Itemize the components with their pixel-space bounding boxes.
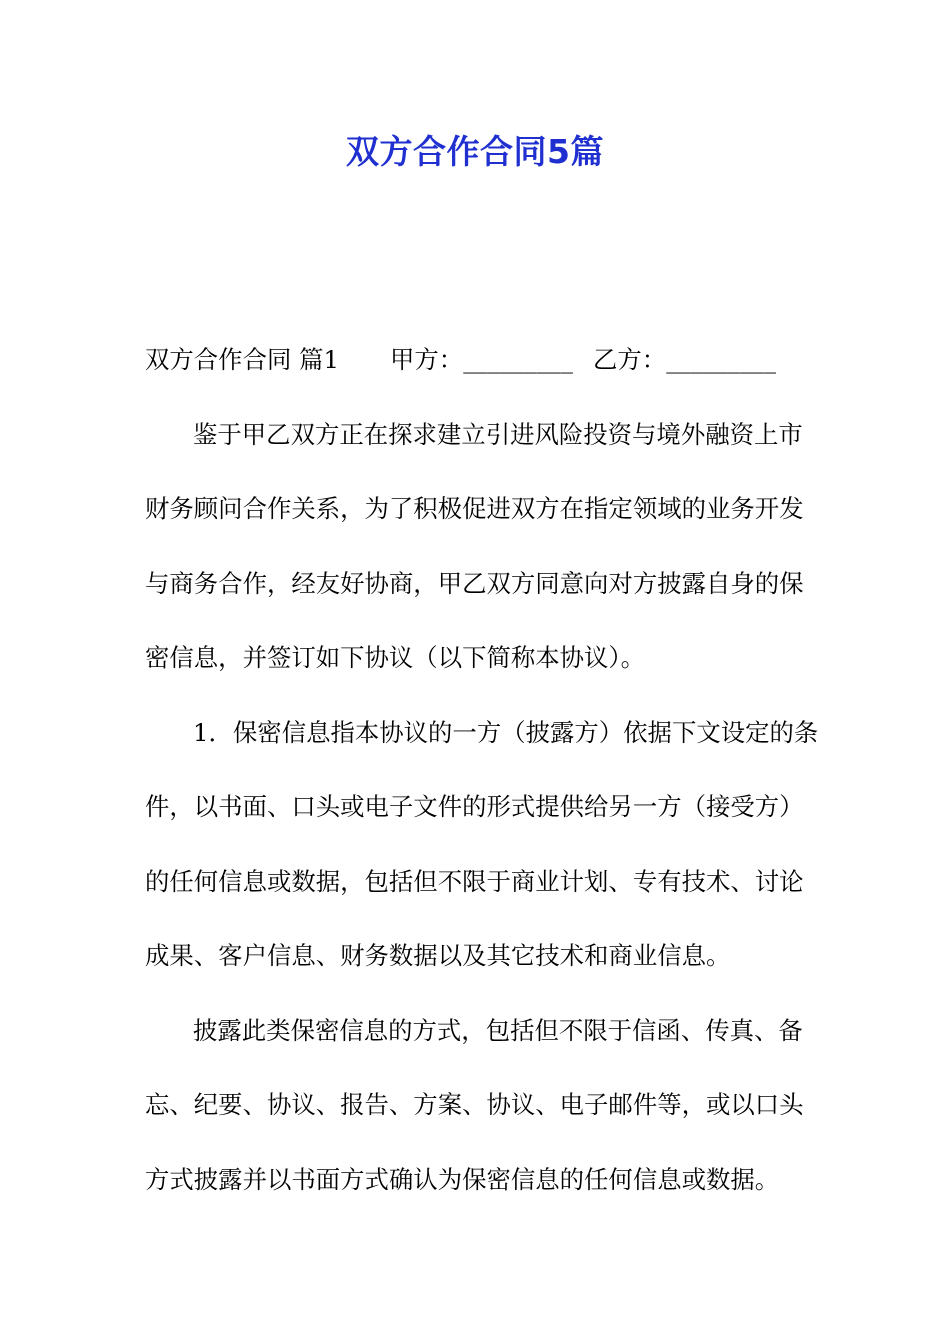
paragraph-line: 件，以书面、口头或电子文件的形式提供给另一方（接受方） — [145, 792, 804, 821]
paragraph-line: 方式披露并以书面方式确认为保密信息的任何信息或数据。 — [145, 1164, 780, 1194]
paragraph-clause-1 — [145, 696, 819, 994]
paragraph-line: 与商务合作，经友好协商，甲乙双方同意向对方披露自身的保 — [145, 568, 804, 598]
paragraph-line: 忘、纪要、协议、报告、方案、协议、电子邮件等，或以口头 — [145, 1090, 804, 1119]
paragraph-line: 披露此类保密信息的方式，包括但不限于信函、传真、备 — [193, 1015, 803, 1045]
paragraph-line: 鉴于甲乙双方正在探求建立引进风险投资与境外融资上市 — [193, 419, 803, 449]
party-b-field — [593, 323, 776, 398]
party-a-blank: _________ — [463, 345, 573, 374]
party-a-label: 甲方： — [390, 345, 464, 374]
paragraph-line: 成果、客户信息、财务数据以及其它技术和商业信息。 — [145, 941, 731, 970]
paragraph-line: 密信息，并签订如下协议（以下简称本协议）。 — [145, 643, 646, 672]
document-body — [145, 323, 819, 1217]
paragraph-line: 财务顾问合作关系，为了积极促进双方在指定领域的业务开发 — [145, 494, 804, 523]
paragraph-preamble — [145, 398, 810, 696]
paragraph-disclosure-methods — [145, 994, 810, 1218]
header-line — [145, 323, 810, 398]
party-b-label: 乙方： — [593, 345, 667, 374]
paragraph-line: 1．保密信息指本协议的一方（披露方）依据下文设定的条 — [193, 717, 819, 747]
party-a-field — [390, 323, 573, 398]
section-heading: 双方合作合同 篇1 — [145, 345, 340, 374]
paragraph-line: 的任何信息或数据，包括但不限于商业计划、专有技术、讨论 — [145, 866, 804, 896]
document-title: 双方合作合同5篇 — [346, 132, 604, 171]
party-b-blank: _________ — [666, 345, 776, 374]
